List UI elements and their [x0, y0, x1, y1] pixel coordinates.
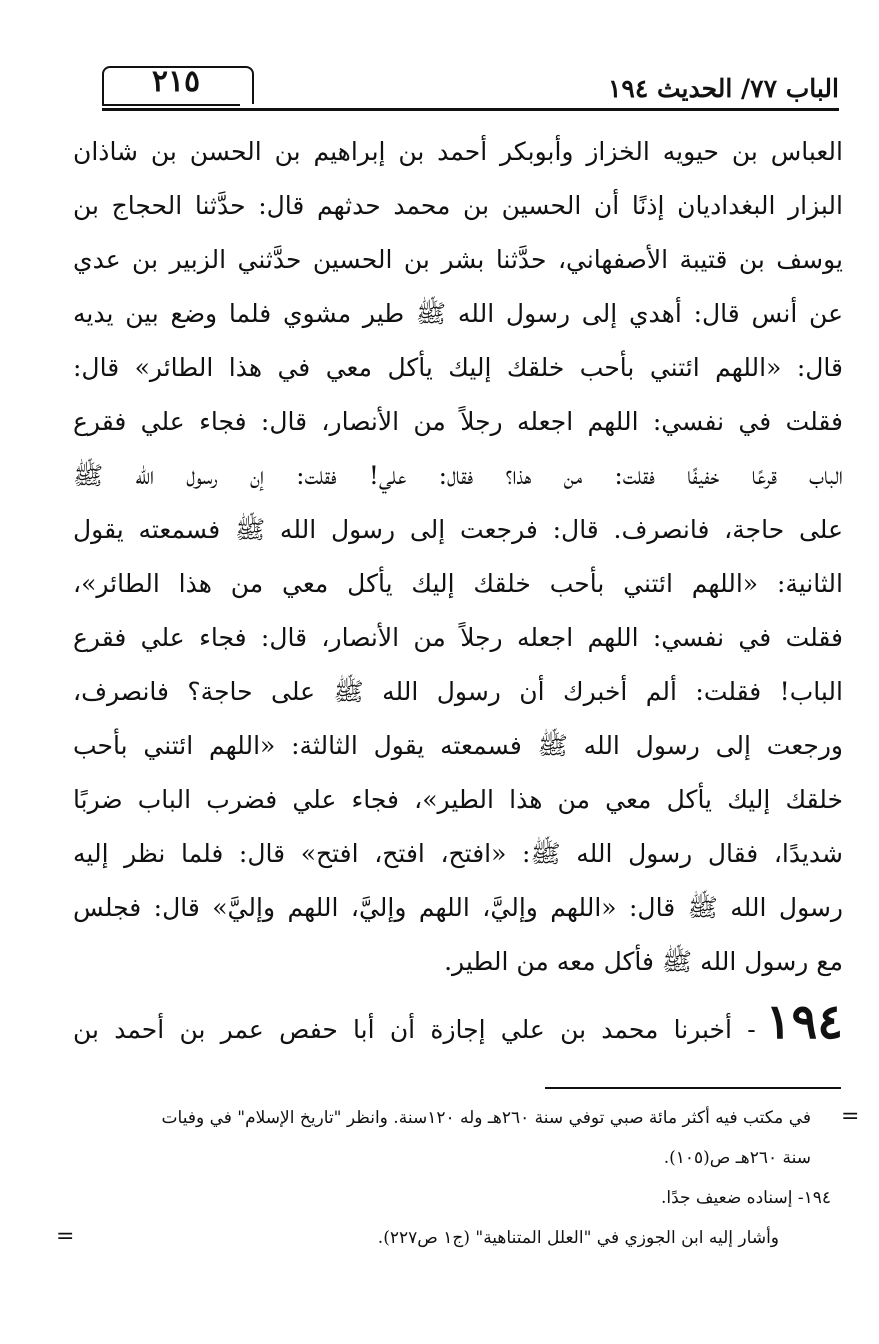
text-line: فقلت في نفسي: اللهم اجعله رجلاً من الأنصار، قال: فجاء علي فقرع — [73, 623, 843, 652]
text-line: يوسف بن قتيبة الأصفهاني، حدَّثنا بشر بن الحسين حدَّثني الزبير بن عدي — [73, 245, 843, 274]
footnote-separator — [545, 1087, 841, 1089]
text-line: الباب قرعًا خفيفًا فقلت: من هذا؟ فقال: علي! فقلت: إن رسول الله ﷺ — [73, 461, 843, 490]
footnote-line: وأشار إليه ابن الجوزي في "العلل المتناهية" (ج١ ص٢٢٧). — [377, 1228, 779, 1248]
text-line: الثانية: «اللهم ائتني بأحب خلقك إليك يأكل معي من هذا الطائر»، — [73, 569, 843, 598]
text-line: مع رسول الله ﷺ فأكل معه من الطير. — [444, 947, 843, 976]
header-rule — [102, 108, 839, 111]
page-number: ٢١٥ — [151, 64, 201, 99]
page-header — [72, 62, 839, 112]
page-number-frame — [102, 64, 240, 106]
text-line: الباب! فقلت: ألم أخبرك أن رسول الله ﷺ على حاجة؟ فانصرف، — [73, 677, 843, 706]
text-line: البزار البغداديان إذنًا أن الحسين بن محمد حدثهم قال: حدَّثنا الحجاج بن — [73, 191, 843, 220]
hadith-start-line — [73, 989, 843, 1055]
footnote-continuation-mark: = — [841, 1104, 860, 1129]
text-line: عن أنس قال: أهدي إلى رسول الله ﷺ طير مشوي فلما وضع بين يديه — [73, 299, 843, 328]
text-line: شديدًا، فقال رسول الله ﷺ: «افتح، افتح، افتح» قال: فلما نظر إليه — [73, 839, 843, 868]
footnote-line: ١٩٤- إسناده ضعيف جدًا. — [660, 1188, 831, 1208]
footnote-line: سنة ٢٦٠هـ ص(١٠٥). — [663, 1148, 811, 1168]
text-line: خلقك إليك يأكل معي من هذا الطير»، فجاء علي فضرب الباب ضربًا — [73, 785, 843, 814]
text-line: فقلت في نفسي: اللهم اجعله رجلاً من الأنصار، قال: فجاء علي فقرع — [73, 407, 843, 436]
footnotes — [69, 1098, 839, 1258]
text-line: رسول الله ﷺ قال: «اللهم وإليَّ، اللهم وإليَّ، اللهم وإليَّ» قال: فجلس — [73, 893, 843, 922]
main-text — [73, 125, 843, 1055]
footnote-line: في مكتب فيه أكثر مائة صبي توفي سنة ٢٦٠هـ وله ١٢٠سنة. وانظر "تاريخ الإسلام" في وفيات — [161, 1108, 811, 1128]
hadith-opening-text: - أخبرنا محمد بن علي إجازة أن أبا حفص عمر بن أحمد بن — [73, 1015, 756, 1044]
text-line: العباس بن حيويه الخزاز وأبوبكر أحمد بن إبراهيم بن الحسن بن شاذان — [73, 137, 843, 166]
text-line: ورجعت إلى رسول الله ﷺ فسمعته يقول الثالثة: «اللهم ائتني بأحب — [73, 731, 843, 760]
text-line: على حاجة، فانصرف. قال: فرجعت إلى رسول الله ﷺ فسمعته يقول — [73, 515, 843, 544]
text-line: قال: «اللهم ائتني بأحب خلقك إليك يأكل معي في هذا الطائر» قال: — [73, 353, 843, 382]
chapter-hadith-title: الباب ٧٧/ الحديث ١٩٤ — [608, 74, 839, 103]
hadith-number: ١٩٤ — [765, 994, 843, 1050]
footnote-end-mark: = — [56, 1224, 75, 1249]
